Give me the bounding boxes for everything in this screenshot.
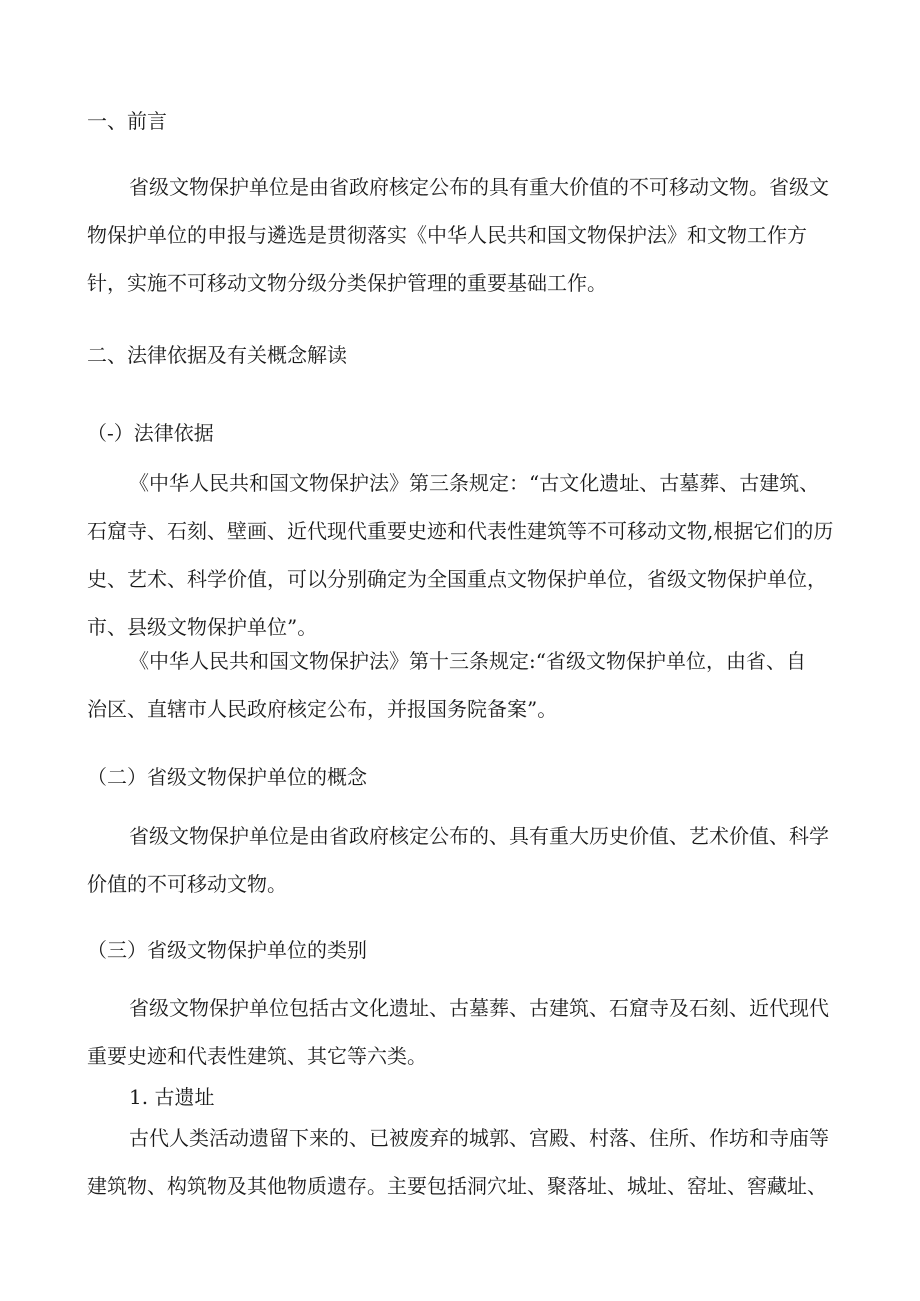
item-title-ancient-sites: 1. 古遗址 [129,1085,215,1109]
paragraph-line: 重要史迹和代表性建筑、其它等六类。 [87,1044,427,1068]
paragraph-line: 省级文物保护单位包括古文化遗址、古墓葬、古建筑、石窟寺及石刻、近代现代 [129,996,829,1020]
paragraph-line: 《中华人民共和国文物保护法》第十三条规定:“省级文物保护单位，由省、自 [129,649,806,673]
concept-paragraph [87,812,847,908]
preface-paragraph [87,163,847,307]
paragraph-line: 古代人类活动遗留下来的、已被废弃的城郭、宫殿、村落、住所、作坊和寺庙等 [129,1126,829,1150]
paragraph-line: 《中华人民共和国文物保护法》第三条规定：“古文化遗址、古墓葬、古建筑、 [129,471,820,495]
paragraph-line: 石窟寺、石刻、壁画、近代现代重要史迹和代表性建筑等不可移动文物,根据它们的历 [87,519,834,543]
section-heading-legal-basis: 二、法律依据及有关概念解读 [87,343,347,367]
categories-paragraph [87,984,847,1080]
paragraph-line: 价值的不可移动文物。 [87,872,287,896]
section-heading-preface: 一、前言 [87,109,167,133]
paragraph-line: 物保护单位的申报与遴选是贯彻落实《中华人民共和国文物保护法》和文物工作方 [87,223,807,247]
paragraph-line: 史、艺术、科学价值，可以分别确定为全国重点文物保护单位，省级文物保护单位， [87,567,827,591]
paragraph-line: 市、县级文物保护单位”。 [87,615,318,639]
paragraph-line: 治区、直辖市人民政府核定公布，并报国务院备案”。 [87,697,558,721]
paragraph-line: 省级文物保护单位是由省政府核定公布的、具有重大历史价值、艺术价值、科学 [129,824,829,848]
paragraph-line: 省级文物保护单位是由省政府核定公布的具有重大价值的不可移动文物。省级文 [129,175,829,199]
subsection-heading-categories: （三）省级文物保护单位的类别 [87,938,367,962]
paragraph-line: 建筑物、构筑物及其他物质遗存。主要包括洞穴址、聚落址、城址、窑址、窖藏址、 [87,1174,827,1198]
law-article-3-paragraph [87,459,847,651]
ancient-sites-paragraph [87,1114,847,1210]
paragraph-line: 针，实施不可移动文物分级分类保护管理的重要基础工作。 [87,271,607,295]
subsection-heading-concept: （二）省级文物保护单位的概念 [87,765,367,789]
law-article-13-paragraph [87,637,847,733]
subsection-heading-legal-basis: （-）法律依据 [87,421,214,445]
